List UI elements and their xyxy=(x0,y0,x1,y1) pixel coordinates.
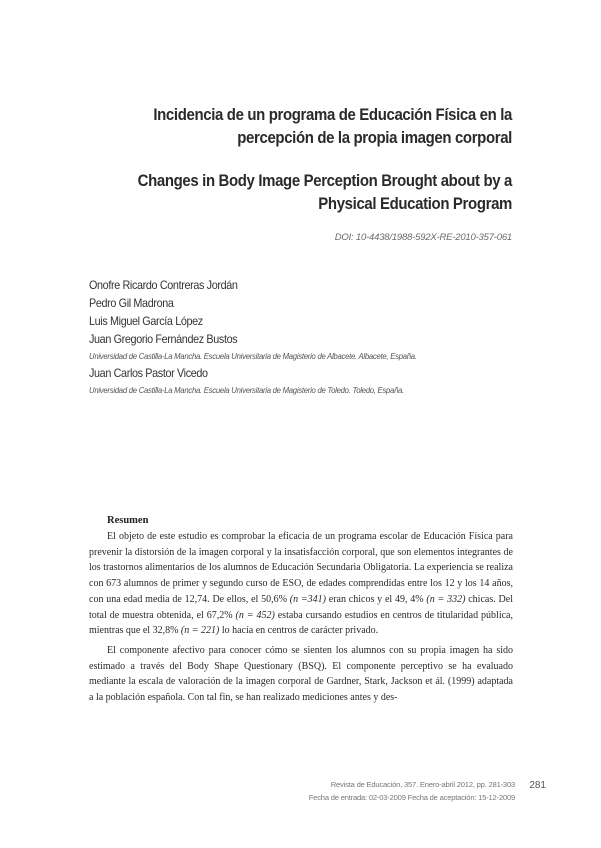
sample-count: (n = 452) xyxy=(235,609,275,621)
author-name: Onofre Ricardo Contreras Jordán xyxy=(89,278,238,292)
submission-dates: Fecha de entrada: 02-03-2009 Fecha de aceptación: 15-12-2009 xyxy=(308,793,515,802)
abstract-paragraph-2: El componente afectivo para conocer cómo se sienten los alumnos con su propia imagen ha sido estimado a través del Body Shape Questionary (BSQ). El componente perceptivo se ha evaluado mediante la escala de valoración de la imagen corporal de Gardner, Stark, Jackson et ál. (1999) adaptada a la población española. Con tal fin, se han realizado mediciones antes y des- xyxy=(89,644,513,704)
abstract xyxy=(89,513,513,706)
abstract-text: El objeto de este estudio es comprobar la eficacia de un programa escolar de Educación Física para prevenir la distorsión de la imagen corporal y la insatisfacción corporal, que son elementos integrantes de los trastornos alimentarios de los alumnos de Educación Secundaria Obligatoria. La experiencia se realiza con 673 alumnos de primer y segundo curso de ESO, de edades comprendidas entre los 12 y los 14 años, con una edad media de 12,74. De ellos, el 50,6% xyxy=(89,531,513,605)
abstract-text: lo hacía en centros de carácter privado. xyxy=(219,625,379,637)
author-list xyxy=(89,276,529,398)
page-number: 281 xyxy=(529,780,546,791)
title-english-line-2: Physical Education Program xyxy=(318,194,512,213)
abstract-paragraph-1 xyxy=(89,529,513,639)
affiliation-albacete: Universidad de Castilla-La Mancha. Escuela Universitaria de Magisterio de Albacete. Albacete, España. xyxy=(89,351,417,361)
affiliation-toledo: Universidad de Castilla-La Mancha. Escuela Universitaria de Magisterio de Toledo. Toledo, España. xyxy=(89,385,405,395)
sample-count: (n = 221) xyxy=(180,625,220,637)
abstract-text: estaba cursando estudios en centros de titularidad pública, mientras que el 32,8% xyxy=(89,609,513,637)
author-name: Juan Carlos Pastor Vicedo xyxy=(89,366,208,380)
title-spanish-line-1: Incidencia de un programa de Educación Física en la xyxy=(153,105,512,124)
sample-count: (n = 332) xyxy=(426,593,466,605)
title-english-line-1: Changes in Body Image Perception Brought about by a xyxy=(137,171,513,190)
journal-citation: Revista de Educación, 357. Enero-abril 2012, pp. 281-303 xyxy=(330,780,515,789)
author-name: Luis Miguel García López xyxy=(89,314,203,328)
title-spanish-line-2: percepción de la propia imagen corporal xyxy=(237,128,513,147)
title-english xyxy=(90,169,512,215)
author-name: Pedro Gil Madrona xyxy=(89,296,174,310)
title-spanish xyxy=(90,103,512,149)
doi: DOI: 10-4438/1988-592X-RE-2010-357-061 xyxy=(334,232,512,243)
author-name: Juan Gregorio Fernández Bustos xyxy=(89,332,238,346)
abstract-heading: Resumen xyxy=(107,515,149,526)
abstract-text: eran chicos y el 49, 4% xyxy=(325,593,427,605)
sample-count: (n =341) xyxy=(289,593,326,605)
abstract-text: chicas. Del total de muestra obtenida, el 67,2% xyxy=(89,593,513,621)
